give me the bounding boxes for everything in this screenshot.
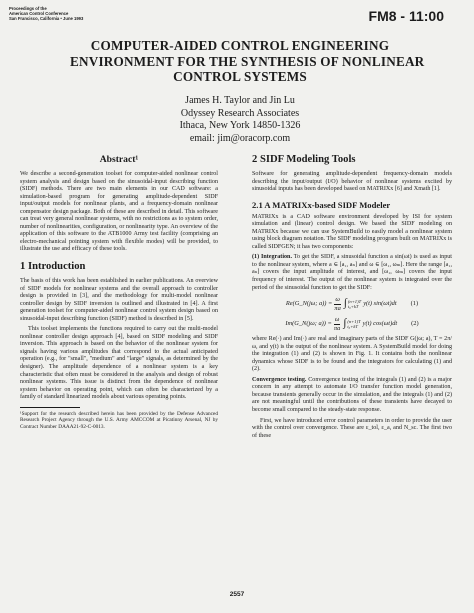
subsection-2-1-paragraph: MATRIXx is a CAD software environment developed by ISI for system simulation and (linear) control design. We based the SIDF modeling on MATRIXx because we can use SystemBuild to easily model a nonlinear system using block diagram notation. The SIDF modeling program built on MATRIXx is called SIDFGEN; it has two components: [252, 213, 452, 250]
right-column [252, 151, 452, 443]
section-2-heading: 2 SIDF Modeling Tools [252, 154, 356, 165]
integration-paragraph [252, 254, 452, 292]
author-email: email: jim@oracorp.com [189, 132, 291, 144]
eq1-lhs: Re(G_N(jω; a)) = [285, 300, 333, 308]
error-control-paragraph: First, we have introduced error control parameters in order to provide the user with the control over convergence. These are ε_tol, ε_a, and N_sc. The first two of these [252, 417, 452, 439]
author-names: James H. Taylor and Jin Lu [185, 95, 295, 106]
convergence-text: Convergence testing of the integrals (1) and (2) is a major concern in any attempt to automate I/O transfer function model generation, because transients generally occur in the simulation, and the integrals (1) and (2) are not meaningful until the contributions of these transients have decayed to become small compared to the steady-state response. [252, 376, 452, 414]
footnote-rule [20, 407, 80, 408]
proceedings-header [9, 6, 139, 21]
eq2-integrand: y(t) cos(ωt)dt [362, 320, 398, 328]
eq2-number: (2) [411, 320, 419, 328]
eq2-lower-limit: t₀+kT [347, 324, 358, 330]
section-2-paragraph: Software for generating amplitude-dependent frequency-domain models describing the input/output (I/O) behavior of nonlinear systems excited by sinusoidal inputs has been developed based on MATRIXx [6] and Xmath [1]. [252, 171, 452, 193]
eq1-numerator: ω [335, 296, 340, 304]
integral-sign-icon: ∫ [343, 317, 347, 330]
abstract-heading: Abstract¹ [99, 154, 139, 165]
eq2-denominator: πa [333, 324, 341, 332]
eq1-fraction [334, 296, 341, 312]
eq1-denominator: πa [334, 304, 341, 312]
eq2-lhs: Im(G_N(jω; a)) = [285, 320, 332, 328]
intro-paragraph: The basis of this work has been established in earlier publications. An overview of SIDF models for nonlinear systems and the overall approach to controller design is provided in [3], and the methodology for multi-model nonlinear controller design by SIDF inversion is outlined and illustrated in [4]. A first generation toolset for computer-aided nonlinear control system design based on sinusoidal-input describing function (SIDF) method is described in [5]. [20, 278, 218, 322]
paper-title [70, 38, 425, 85]
equation-2 [252, 316, 452, 332]
integral-sign-icon: ∫ [343, 297, 347, 310]
title-line: COMPUTER-AIDED CONTROL ENGINEERING [90, 38, 390, 53]
convergence-label: Convergence testing. [252, 376, 307, 383]
convergence-paragraph [252, 377, 452, 415]
author-organization: Odyssey Research Associates [180, 107, 300, 119]
eq1-lower-limit: t₀+kT [347, 304, 359, 310]
author-block [140, 95, 340, 145]
subsection-2-1-heading: 2.1 A MATRIXx-based SIDF Modeler [252, 199, 391, 210]
eq1-limits [348, 299, 361, 309]
eq1-number: (1) [410, 300, 419, 308]
title-line: ENVIRONMENT FOR THE SYNTHESIS OF NONLINEAR [70, 53, 425, 69]
eq2-numerator: ω [334, 316, 340, 324]
abstract-text: We describe a second-generation toolset for computer-aided nonlinear control system analysis and design based on the sinusoidal-input describing function (SIDF) methods. There are two main elements in our CAD software: a simulation-based program for generating amplitude-dependent SIDF input/output models for nonlinear plants, and a frequency-domain nonlinear compensator design package. Both of these are described in detail. This software can treat very general nonlinear systems, with no restrictions as to system order, number of nonlinearities, configuration, or nonlinearity type. An overview of the application of this software to the ATB1000 Army test facility (comprising an electro-mechanical pointing system with flexible modes) will be provided, to illustrate the use and efficacy of these tools. [20, 171, 218, 253]
proceedings-line: Proceedings of the [9, 6, 47, 11]
footnote: ¹Support for the research described herein has been provided by the Defense Advanced Research Project Agency through the U.S. Army AMCCOM at Picatinny Arsenal, NJ by Contract Number DAAA21-92-C-0013. [20, 410, 218, 430]
eq1-upper-limit: (n+1)T [347, 299, 362, 305]
intro-paragraph: This toolset implements the functions required to carry out the multi-model nonlinear controller design approach [4], based on SIDF modeling and SIDF inversion. This approach is based on the behavior of the nonlinear system for signals having various amplitudes that correspond to the actual anticipated operation (e.g., for "small", "medium" and "large" signals, as determined by the designer). The amplitude dependence of a nonlinear system is a key characteristic that often must be considered in the analysis and design of robust nonlinear systems. This issue is distinct from the dependence of nonlinear system behavior on operating point, which can often be characterized by a family of standard linearized models about various operating points. [20, 326, 218, 401]
title-line: CONTROL SYSTEMS [173, 69, 307, 85]
page-number: 2557 [229, 591, 245, 598]
integration-label: (1) Integration. [252, 254, 292, 261]
session-code: FM8 - 11:00 [368, 8, 444, 24]
eq2-limits [347, 319, 360, 329]
author-address: Ithaca, New York 14850-1326 [179, 120, 301, 132]
left-column [20, 151, 218, 433]
introduction-heading: 1 Introduction [20, 261, 86, 273]
eq2-fraction [334, 316, 341, 332]
integration-text: To get the SIDF, a sinusoidal function a sin(ωt) is used as input to the nonlinear system, where a ∈ [a₁, aₙ] and ω ∈ [ω₁, ωₘ]. Here the range [a₁, aₙ] covers the input amplitude of interest, and [ω₁, ωₘ] covers the input frequency of interest. The output of the nonlinear system is integrated over the period of the sinusoidal function to get the SIDF: [252, 254, 452, 291]
proceedings-line: San Francisco, California • June 1993 [9, 16, 84, 21]
eq2-upper-limit: (n+1)T [347, 319, 361, 325]
eq1-integrand: y(t) sin(ωt)dt [363, 300, 397, 308]
after-equation-paragraph: where Re(·) and Im(·) are real and imaginary parts of the SIDF G(jω; a), T = 2π/ω, and y(t) is the output of the nonlinear system. A SystemBuild model for doing the integration (1) and (2) is shown in Fig. 1. It contains both the nonlinear dynamics whose SIDF is to be found and the integrators for calculating (1) and (2). [252, 336, 452, 373]
proceedings-line: American Control Conference [9, 11, 69, 16]
equation-1 [252, 296, 452, 312]
